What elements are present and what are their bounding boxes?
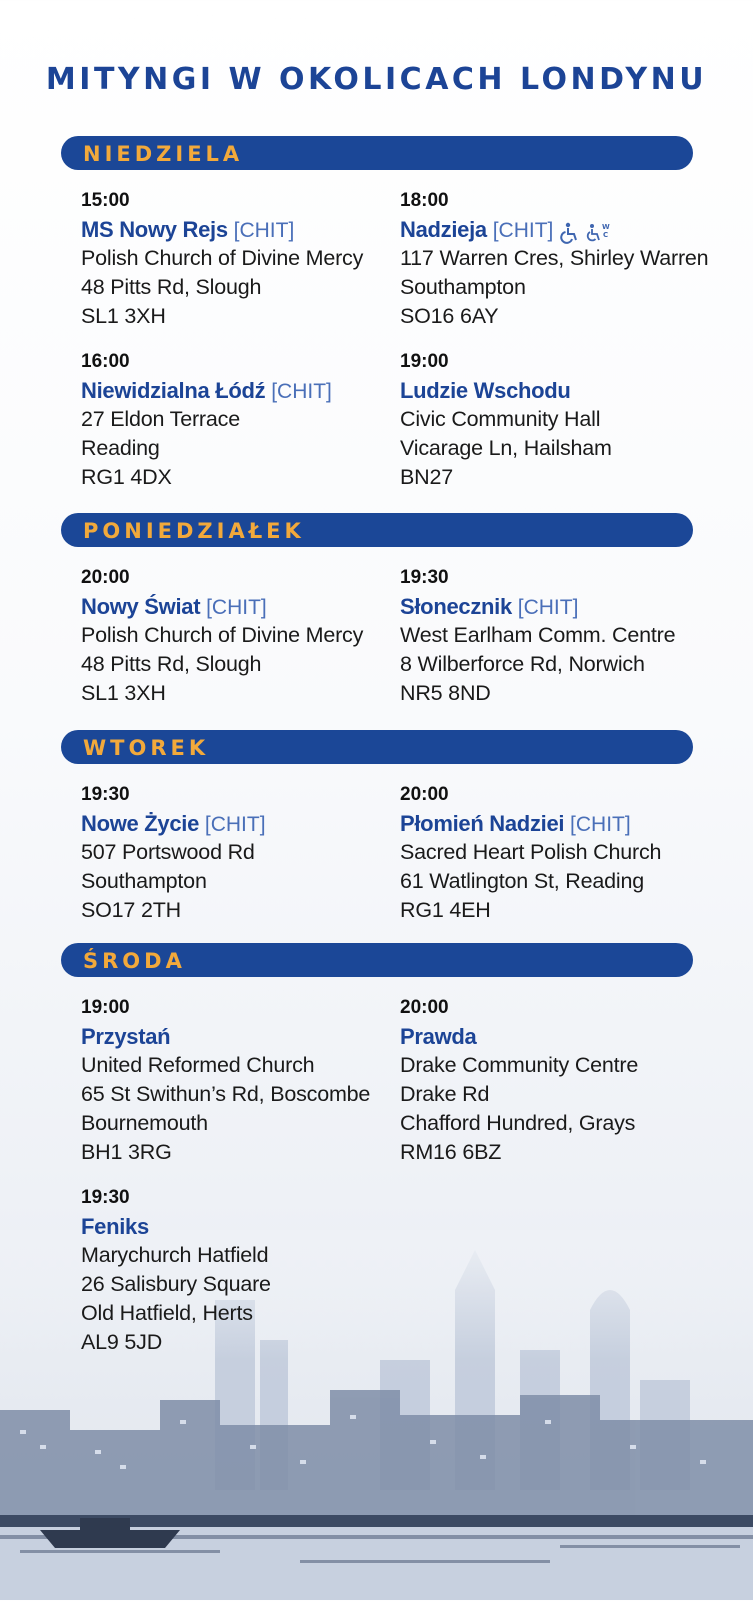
meeting-name: Ludzie Wschodu [400, 378, 571, 403]
address-line: Polish Church of Divine Mercy [81, 246, 364, 270]
address-line: SO16 6AY [400, 304, 499, 328]
address-line: Drake Rd [400, 1082, 490, 1106]
meeting-entry [81, 1183, 411, 1357]
meeting-name-line [81, 215, 411, 244]
day-header-bar [61, 136, 693, 170]
address-line: 48 Pitts Rd, Slough [81, 652, 262, 676]
wheelchair-icon [559, 219, 585, 244]
meeting-time: 19:30 [81, 784, 130, 805]
address-line: Sacred Heart Polish Church [400, 840, 662, 864]
meeting-tag: [CHIT] [564, 813, 631, 836]
address-line: 48 Pitts Rd, Slough [81, 275, 262, 299]
address-line: 117 Warren Cres, Shirley Warren [400, 246, 709, 270]
meeting-name-line [400, 809, 730, 838]
meeting-entry [400, 780, 730, 925]
page-title: MITYNGI W OKOLICACH LONDYNU [45, 62, 708, 97]
meeting-name-line [400, 1022, 730, 1051]
meeting-name-line [81, 592, 411, 621]
meeting-tag: [CHIT] [200, 596, 267, 619]
meeting-entry [81, 347, 411, 492]
meeting-entry [81, 780, 411, 925]
meeting-tag: [CHIT] [227, 219, 295, 242]
day-label: WTOREK [83, 736, 210, 760]
meeting-tag: [CHIT] [265, 380, 332, 403]
meeting-name: Nowe Życie [81, 811, 200, 836]
day-header-bar [61, 513, 693, 547]
address-line: BH1 3RG [81, 1140, 172, 1164]
meeting-tag: [CHIT] [511, 596, 579, 619]
address-line: RG1 4EH [400, 898, 491, 922]
address-line: NR5 8ND [400, 681, 491, 705]
accessible-toilet-icon [585, 219, 615, 244]
meeting-tag: [CHIT] [486, 219, 554, 242]
address-line: BN27 [400, 465, 453, 489]
address-line: 65 St Swithun’s Rd, Boscombe [81, 1082, 371, 1106]
meeting-name: Niewidzialna Łódź [81, 378, 266, 403]
address-line: United Reformed Church [81, 1053, 315, 1077]
meeting-name: Nowy Świat [81, 594, 201, 619]
address-line: Polish Church of Divine Mercy [81, 623, 364, 647]
meeting-time: 15:00 [81, 190, 130, 211]
meeting-name-line [81, 809, 411, 838]
meeting-entry [400, 563, 730, 708]
svg-text:W: W [602, 222, 611, 231]
meeting-entry [81, 563, 411, 708]
meeting-entry [81, 993, 411, 1167]
meeting-time: 18:00 [400, 190, 449, 211]
meeting-time: 20:00 [81, 567, 130, 588]
address-line: Vicarage Ln, Hailsham [400, 436, 612, 460]
meeting-time: 20:00 [400, 784, 449, 805]
address-line: 507 Portswood Rd [81, 840, 255, 864]
meeting-entry [400, 186, 730, 331]
day-header-bar [61, 943, 693, 977]
svg-text:C: C [603, 230, 609, 239]
meeting-entry [81, 186, 411, 331]
day-label: NIEDZIELA [83, 142, 244, 166]
meeting-time: 19:00 [81, 997, 130, 1018]
address-line: Old Hatfield, Herts [81, 1301, 253, 1325]
address-line: SL1 3XH [81, 681, 166, 705]
meeting-time: 19:30 [400, 567, 449, 588]
meeting-time: 19:30 [81, 1187, 130, 1208]
day-header-bar [61, 730, 693, 764]
address-line: SL1 3XH [81, 304, 166, 328]
address-line: Southampton [400, 275, 526, 299]
accessibility-icons [559, 217, 615, 246]
meeting-time: 19:00 [400, 351, 449, 372]
meeting-name-line [81, 376, 411, 405]
address-line: 61 Watlington St, Reading [400, 869, 644, 893]
address-line: RM16 6BZ [400, 1140, 502, 1164]
address-line: 26 Salisbury Square [81, 1272, 271, 1296]
meeting-name-line [400, 592, 730, 621]
address-line: Civic Community Hall [400, 407, 601, 431]
address-line: 8 Wilberforce Rd, Norwich [400, 652, 645, 676]
meeting-entry [400, 347, 730, 492]
meeting-name: Słonecznik [400, 594, 512, 619]
address-line: 27 Eldon Terrace [81, 407, 240, 431]
address-line: Chafford Hundred, Grays [400, 1111, 636, 1135]
meeting-entry [400, 993, 730, 1167]
meeting-tag: [CHIT] [199, 813, 266, 836]
meeting-time: 16:00 [81, 351, 130, 372]
address-line: Southampton [81, 869, 207, 893]
address-line: Marychurch Hatfield [81, 1243, 269, 1267]
meeting-name: MS Nowy Rejs [81, 217, 228, 242]
meeting-name: Płomień Nadziei [400, 811, 565, 836]
address-line: RG1 4DX [81, 465, 172, 489]
meeting-name: Przystań [81, 1024, 171, 1049]
meeting-name: Nadzieja [400, 217, 487, 242]
day-label: ŚRODA [83, 949, 186, 973]
meeting-name-line [400, 376, 730, 405]
meeting-name: Feniks [81, 1214, 149, 1239]
meeting-name-line [400, 215, 730, 244]
meeting-name-line [81, 1022, 411, 1051]
address-line: AL9 5JD [81, 1330, 163, 1354]
address-line: Drake Community Centre [400, 1053, 639, 1077]
meeting-name-line [81, 1212, 411, 1241]
address-line: Reading [81, 436, 160, 460]
address-line: SO17 2TH [81, 898, 181, 922]
day-label: PONIEDZIAŁEK [83, 519, 305, 543]
meeting-name: Prawda [400, 1024, 477, 1049]
meeting-time: 20:00 [400, 997, 449, 1018]
address-line: West Earlham Comm. Centre [400, 623, 676, 647]
address-line: Bournemouth [81, 1111, 208, 1135]
